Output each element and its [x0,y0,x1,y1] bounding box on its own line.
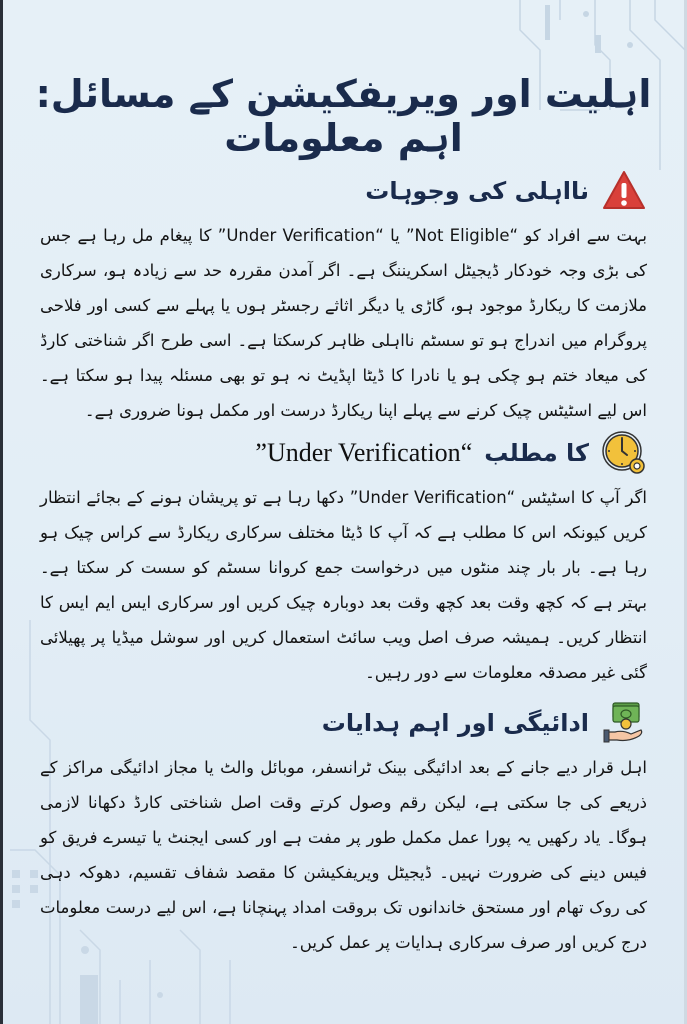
section-heading-disqualification [365,168,647,214]
clock-gear-icon [601,430,647,476]
section-paragraph-payment: اہل قرار دیے جانے کے بعد ادائیگی بینک ٹرانسفر، موبائل والٹ یا مجاز ادائیگی مراکز کے ذریعے کی جا سکتی ہے، لیکن رقم وصول کرتے وقت اصل شناختی کارڈ دکھانا لازمی ہوگا۔ یاد رکھیں یہ پورا عمل مکمل طور پر مفت ہے اور کسی ایجنٹ یا تیسرے فریق کو فیس دینے کی ضرورت نہیں۔ ڈیجیٹل ویریفکیشن کا مقصد شفاف تقسیم، دھوکہ دہی کی روک تھام اور مستحق خاندانوں تک بروقت امداد پہنچانا ہے، اس لیے درست معلومات درج کریں اور صرف سرکاری ہدایات پر عمل کریں۔ [40,758,647,952]
section-title: ادائیگی اور اہم ہدایات [321,709,589,737]
section-title: نااہلی کی وجوہات [365,177,589,205]
section-paragraph-under-verification: اگر آپ کا اسٹیٹس “Under Verification” دکھا رہا ہے تو پریشان ہونے کے بجائے انتظار کریں کیونکہ اس کا مطلب ہے کہ آپ کا ڈیٹا مختلف سرکاری ریکارڈ سے کراس چیک ہو رہا ہے۔ بار بار چند منٹوں میں درخواست جمع کروانا سسٹم کو سست کر سکتا ہے۔ بہتر ہے کہ کچھ وقت بعد کچھ وقت بعد دوبارہ چیک کریں اور سرکاری ایس ایم ایس کا انتظار کریں۔ ہمیشہ صرف اصل ویب سائٹ استعمال کریں اور سوشل میڈیا پر پھیلائی گئی غیر مصدقہ معلومات سے دور رہیں۔ [40,488,647,682]
section-paragraph-disqualification: بہت سے افراد کو “Not Eligible” یا “Under Verification” کا پیغام مل رہا ہے جس کی بڑی وجہ خودکار ڈیجیٹل اسکریننگ ہے۔ اگر آمدن مقررہ حد سے زیادہ ہو، سرکاری ملازمت کا ریکارڈ موجود ہو، گاڑی یا دیگر اثاثے رجسٹر ہوں یا پہلے سے کسی اور فلاحی پروگرام میں اندراج ہو تو سسٹم نااہلی ظاہر کرسکتا ہے۔ اسی طرح اگر شناختی کارڈ کی میعاد ختم ہو چکی ہو یا نادرا کا ڈیٹا اپڈیٹ نہ ہو تو بھی مسئلہ پیدا ہو سکتا ہے۔ اس لیے اسٹیٹس چیک کرنے سے پہلے اپنا ریکارڈ درست اور مکمل ہونا ضروری ہے۔ [40,226,647,420]
section-heading-payment [322,700,647,746]
page-title: اہلیت اور ویریفکیشن کے مسائل: اہم معلومات [35,72,652,160]
section-title-english: “Under Verification” [255,438,473,467]
section-heading-under-verification [255,430,647,476]
left-border [0,0,3,1024]
warning-triangle-icon [601,168,647,214]
section-title-urdu: کا مطلب [484,439,589,467]
money-hand-icon [601,700,647,746]
